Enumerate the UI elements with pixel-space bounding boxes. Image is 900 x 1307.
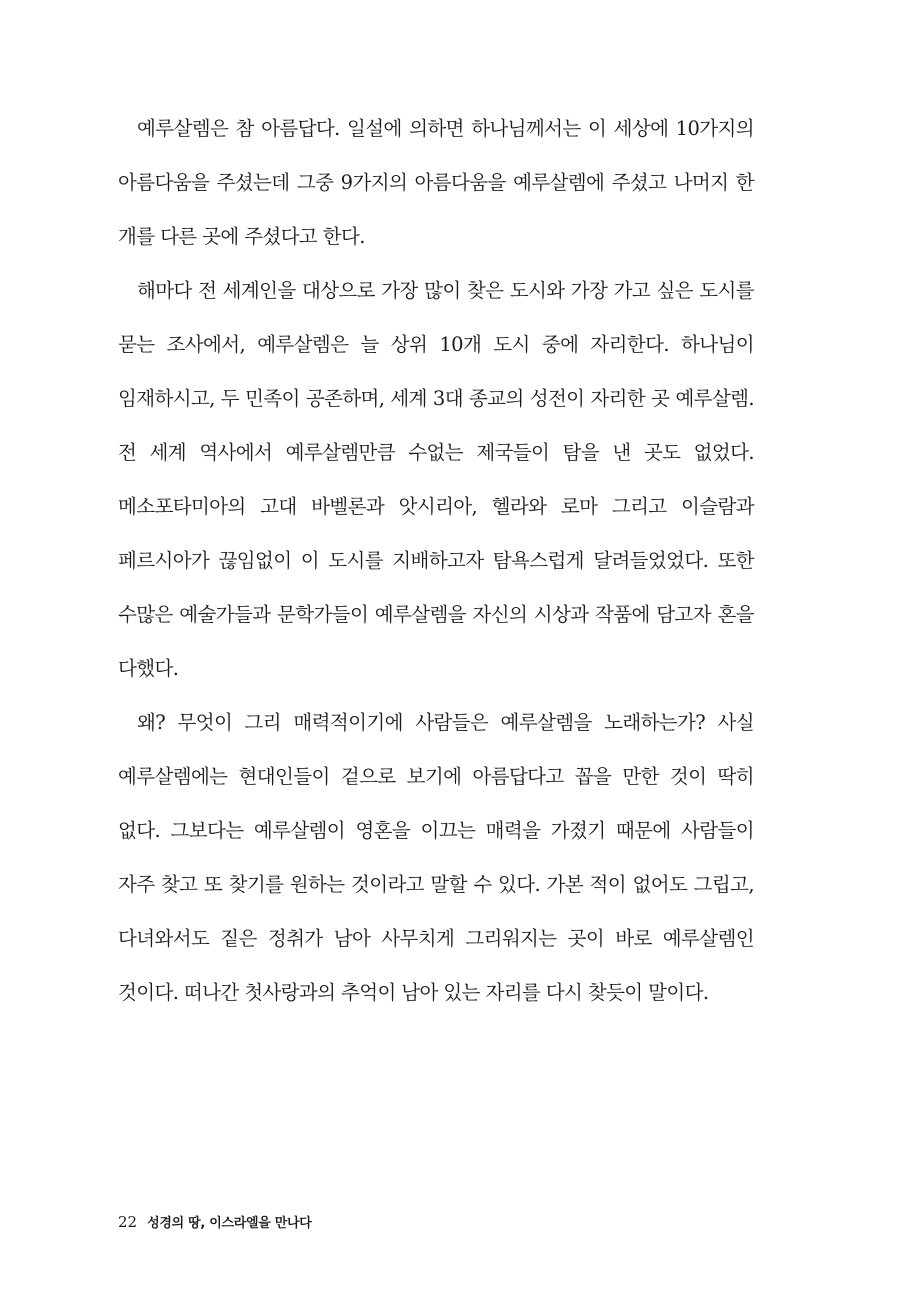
running-title: 성경의 땅, 이스라엘을 만나다: [147, 1216, 312, 1231]
page-footer: [118, 1212, 312, 1231]
paragraph-2: 해마다 전 세계인을 대상으로 가장 많이 찾은 도시와 가장 가고 싶은 도시를 묻는 조사에서, 예루살렘은 늘 상위 10개 도시 중에 자리한다. 하나님이 임재하시고, 두 민족이 공존하며, 세계 3대 종교의 성전이 자리한 곳 예루살렘. 전 세계 역사에서 예루살렘만큼 수없는 제국들이 탐을 낸 곳도 없었다. 메소포타미아의 고대 바벨론과 앗시리아, 헬라와 로마 그리고 이슬람과 페르시아가 끊임없이 이 도시를 지배하고자 탐욕스럽게 달려들었었다. 또한 수많은 예술가들과 문학가들이 예루살렘을 자신의 시상과 작품에 담고자 혼을 다했다.: [118, 279, 754, 680]
paragraph-3: 왜? 무엇이 그리 매력적이기에 사람들은 예루살렘을 노래하는가? 사실 예루살렘에는 현대인들이 겉으로 보기에 아름답다고 꼽을 만한 것이 딱히 없다. 그보다는 예루살렘이 영혼을 이끄는 매력을 가졌기 때문에 사람들이 자주 찾고 또 찾기를 원하는 것이라고 말할 수 있다. 가본 적이 없어도 그립고, 다녀와서도 짙은 정취가 남아 사무치게 그리워지는 곳이 바로 예루살렘인 것이다. 떠나간 첫사랑과의 추억이 남아 있는 자리를 다시 찾듯이 말이다.: [118, 711, 754, 1004]
page-body: [118, 102, 754, 1020]
paragraph-1: 예루살렘은 참 아름답다. 일설에 의하면 하나님께서는 이 세상에 10가지의 아름다움을 주셨는데 그중 9가지의 아름다움을 예루살렘에 주셨고 나머지 한 개를 다른 곳에 주셨다고 한다.: [118, 117, 754, 248]
page-number: 22: [118, 1213, 138, 1231]
